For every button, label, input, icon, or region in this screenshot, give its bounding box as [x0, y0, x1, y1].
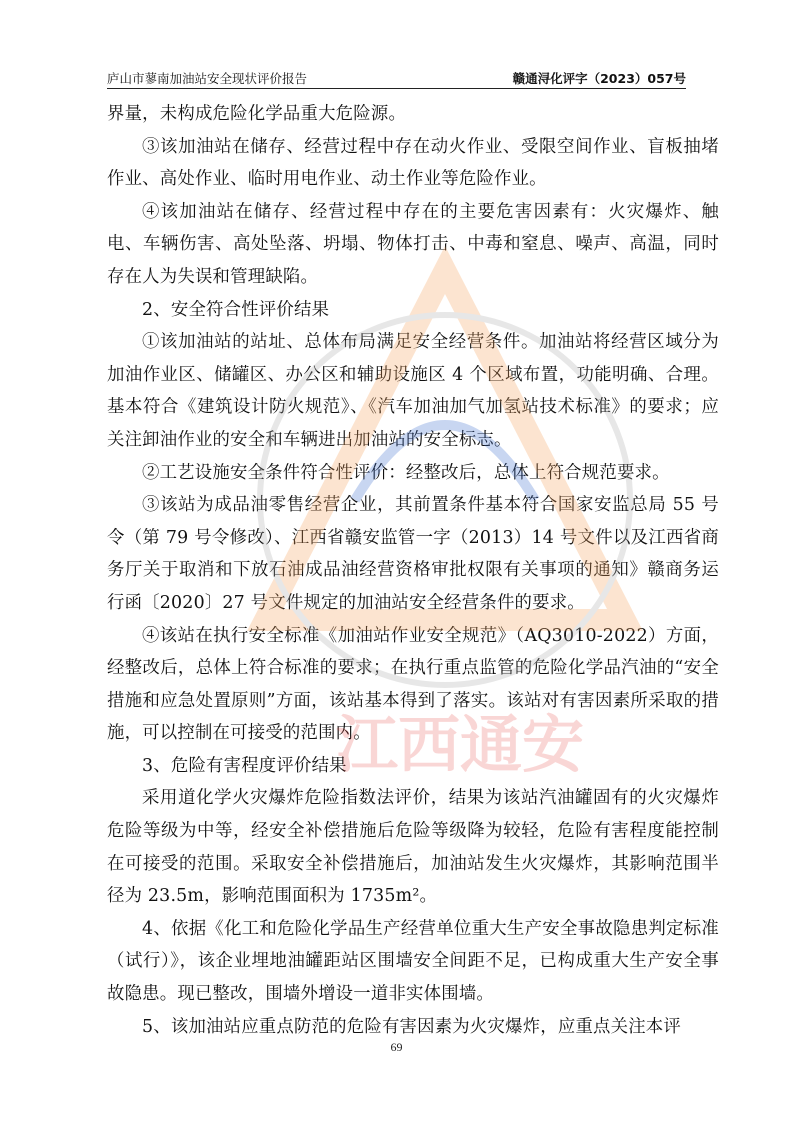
- paragraph: ②工艺设施安全条件符合性评价：经整改后，总体上符合规范要求。: [142, 462, 670, 483]
- paragraph: 采用道化学火灾爆炸危险指数法评价，结果为该站汽油罐固有的火灾爆炸危险等级为中等，经安全补偿措施后危险等级降为较轻，危险有害程度能控制在可接受的范围。采取安全补偿措施后，加油站发生火灾爆炸，其影响范围半径为 23.5m，影响范围面积为 1735m²。: [107, 788, 719, 907]
- paragraph: 5、该加油站应重点防范的危险有害因素为火灾爆炸，应重点关注本评: [142, 1016, 681, 1037]
- paragraph: 界量，未构成危险化学品重大危险源。: [107, 104, 407, 124]
- paragraph: 4、依据《化工和危险化学品生产经营单位重大生产安全事故隐患判定标准（试行）》，该企业埋地油罐距站区围墙安全间距不足，已构成重大生产安全事故隐患。现已整改，围墙外增设一道非实体围墙。: [107, 918, 719, 1005]
- document-body: [107, 98, 719, 1043]
- page-number: 69: [390, 1040, 403, 1054]
- header-report-title: 庐山市蓼南加油站安全现状评价报告: [107, 71, 308, 86]
- header-divider: [107, 88, 686, 89]
- header-report-number: 赣通浔化评字（2023）057号: [512, 71, 686, 86]
- watermark-text: 江西通安: [335, 708, 585, 781]
- paragraph: ③该加油站在储存、经营过程中存在动火作业、受限空间作业、盲板抽堵作业、高处作业、临时用电作业、动土作业等危险作业。: [107, 136, 719, 190]
- paragraph: ④该加油站在储存、经营过程中存在的主要危害因素有：火灾爆炸、触电、车辆伤害、高处坠落、坍塌、物体打击、中毒和窒息、噪声、高温，同时存在人为失误和管理缺陷。: [107, 201, 719, 287]
- paragraph: ④该站在执行安全标准《加油站作业安全规范》（AQ3010-2022）方面，经整改后，总体上符合标准的要求；在执行重点监管的危险化学品汽油的“安全措施和应急处置原则”方面，该站基本得到了落实。该站对有害因素所采取的措施，可以控制在可接受的范围内。: [107, 625, 719, 744]
- section-heading: 2、安全符合性评价结果: [142, 299, 330, 320]
- page-header: [107, 66, 686, 88]
- paragraph: ③该站为成品油零售经营企业，其前置条件基本符合国家安监总局 55 号令（第 79 号令修改）、江西省赣安监管一字（2013）14 号文件以及江西省商务厅关于取消和下放石油成品油经营资格审批权限有关事项的通知》赣商务运行函〔2020〕27 号文件规定的加油站安全经营条件的要求。: [107, 495, 719, 613]
- section-heading: 3、危险有害程度评价结果: [142, 755, 347, 776]
- paragraph: ①该加油站的站址、总体布局满足安全经营条件。加油站将经营区域分为加油作业区、储罐区、办公区和辅助设施区 4 个区域布置，功能明确、合理。基本符合《建筑设计防火规范》、《汽车加油加气加氢站技术标准》的要求；应关注卸油作业的安全和车辆进出加油站的安全标志。: [107, 332, 719, 450]
